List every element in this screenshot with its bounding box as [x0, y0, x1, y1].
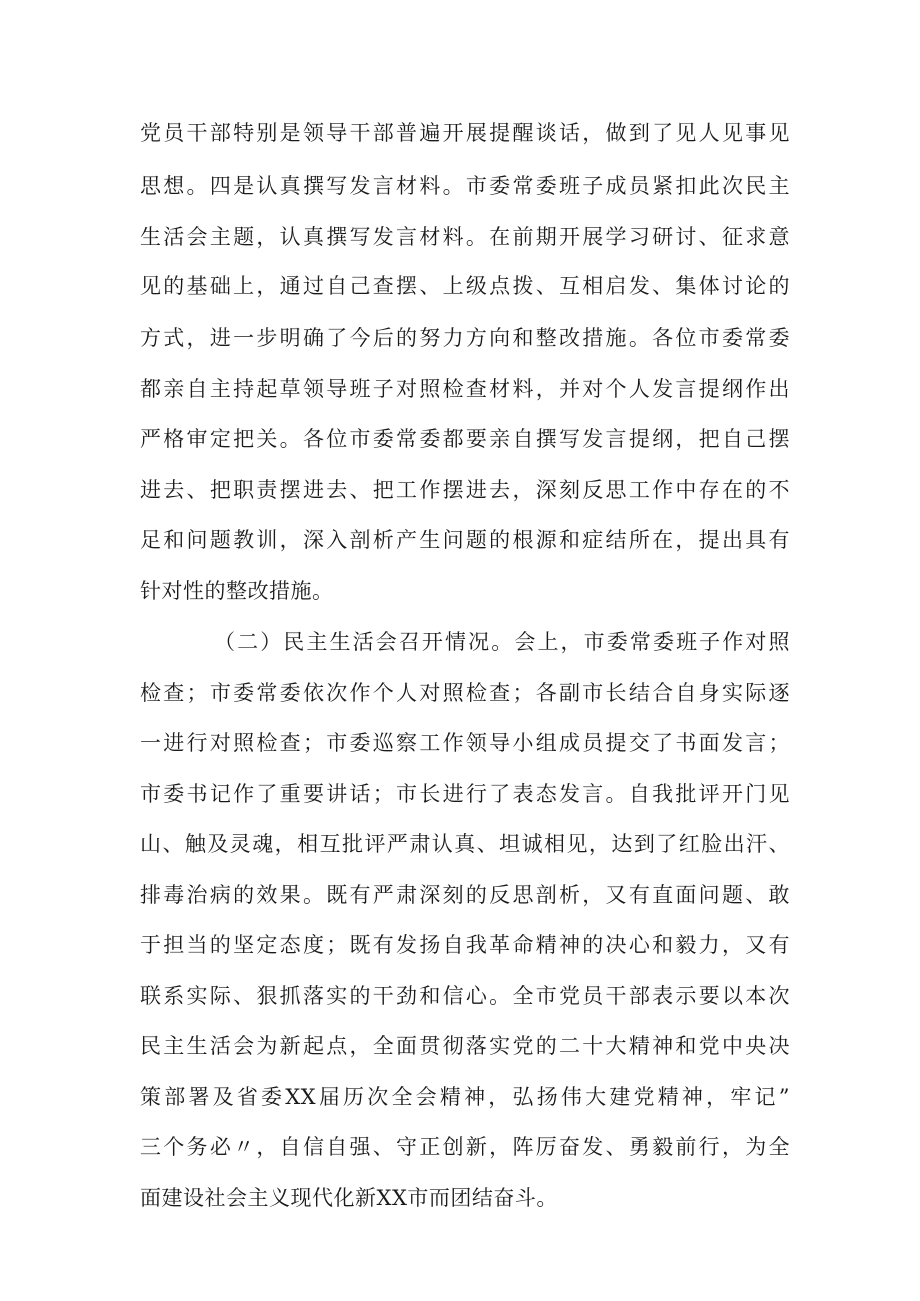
paragraph-2-line-1: （二）民主生活会召开情况。会上，市委常委班子作对照 [214, 630, 790, 654]
paragraph-2-line-4: 市委书记作了重要讲话；市长进行了表态发言。自我批评开门见 [140, 782, 790, 806]
paragraph-1-line-8: 进去、把职责摆进去、把工作摆进去，深刻反思工作中存在的不 [140, 478, 790, 502]
paragraph-2-line-11: 三个务必〃，自信自强、守正创新，阵厉奋发、勇毅前行，为全 [140, 1135, 790, 1159]
paragraph-2-line-8: 联系实际、狠抓落实的干劲和信心。全市党员干部表示要以本次 [140, 984, 790, 1008]
paragraph-1-line-10: 针对性的整改措施。 [140, 579, 334, 603]
paragraph-1-line-5: 方式，进一步明确了今后的努力方向和整改措施。各位市委常委 [140, 326, 790, 350]
paragraph-1-line-4: 见的基础上，通过自己查摆、上级点拨、互相启发、集体讨论的 [140, 274, 790, 298]
paragraph-2-line-2: 检查；市委常委依次作个人对照检查；各副市长结合自身实际逐 [140, 681, 790, 705]
paragraph-1-line-2: 思想。四是认真撰写发言材料。市委常委班子成员紧扣此次民主 [140, 174, 790, 198]
paragraph-1-line-3: 生活会主题，认真撰写发言材料。在前期开展学习研讨、征求意 [140, 225, 790, 249]
paragraph-1-line-9: 足和问题教训，深入剖析产生问题的根源和症结所在，提出具有 [140, 528, 790, 552]
paragraph-2-line-10: 策部署及省委XX届历次全会精神，弘扬伟大建党精神，牢记” [140, 1085, 790, 1109]
paragraph-2-line-5: 山、触及灵魂，相互批评严肃认真、坦诚相见，达到了红脸出汗、 [140, 832, 790, 856]
paragraph-1-line-6: 都亲自主持起草领导班子对照检查材料，并对个人发言提纲作出 [140, 377, 790, 401]
paragraph-2-line-3: 一进行对照检查；市委巡察工作领导小组成员提交了书面发言； [140, 731, 790, 755]
paragraph-2-line-6: 排毒治病的效果。既有严肃深刻的反思剖析，又有直面问题、敢 [140, 883, 790, 907]
paragraph-1-line-1: 党员干部特别是领导干部普遍开展提醒谈话，做到了见人见事见 [140, 121, 790, 145]
paragraph-1-line-7: 严格审定把关。各位市委常委都要亲自撰写发言提纲，把自己摆 [140, 427, 790, 451]
paragraph-2-line-9: 民主生活会为新起点，全面贯彻落实党的二十大精神和党中央决 [140, 1034, 790, 1058]
paragraph-2-line-7: 于担当的坚定态度；既有发扬自我革命精神的决心和毅力，又有 [140, 933, 790, 957]
paragraph-2-line-12: 面建设社会主义现代化新XX市而团结奋斗。 [140, 1186, 558, 1210]
